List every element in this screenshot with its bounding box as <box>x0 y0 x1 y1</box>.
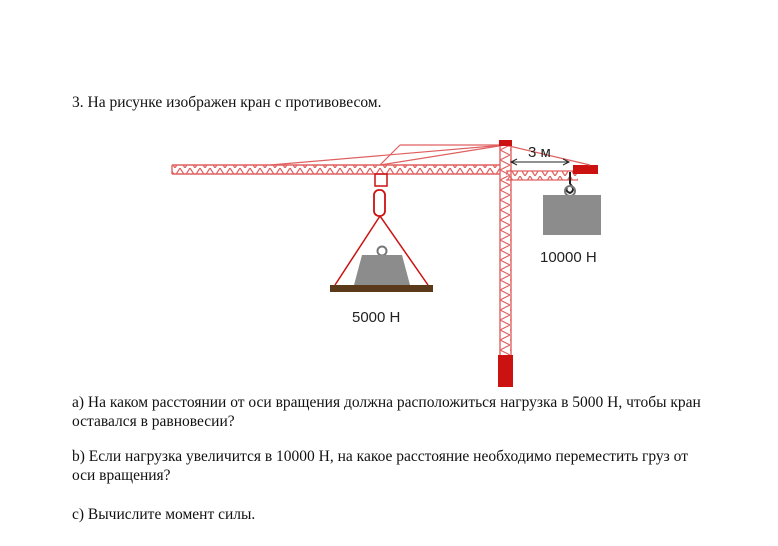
tower-top <box>499 140 512 146</box>
counter-jib-end <box>573 165 598 174</box>
tower-base <box>498 355 513 387</box>
crane-counter-jib <box>506 165 598 180</box>
crane-jib <box>172 165 500 174</box>
question-c: c) Вычислите момент силы. <box>72 506 256 523</box>
problem-intro: 3. На рисунке изображен кран с противовесом. <box>72 94 382 111</box>
crane-tower <box>498 140 513 387</box>
distance-label: 3 м <box>528 144 551 161</box>
load-label: 5000 Н <box>352 309 401 326</box>
question-b: b) Если нагрузка увеличится в 10000 Н, на какое расстояние необходимо переместить груз от оси вращения? <box>72 448 688 484</box>
counterweight-label: 10000 Н <box>540 249 597 266</box>
load-platform <box>330 285 433 292</box>
counterweight-block <box>543 186 601 235</box>
question-a: a) На каком расстоянии от оси вращения должна расположиться нагрузка в 5000 Н, чтобы кран оставался в равновесии? <box>72 394 701 430</box>
